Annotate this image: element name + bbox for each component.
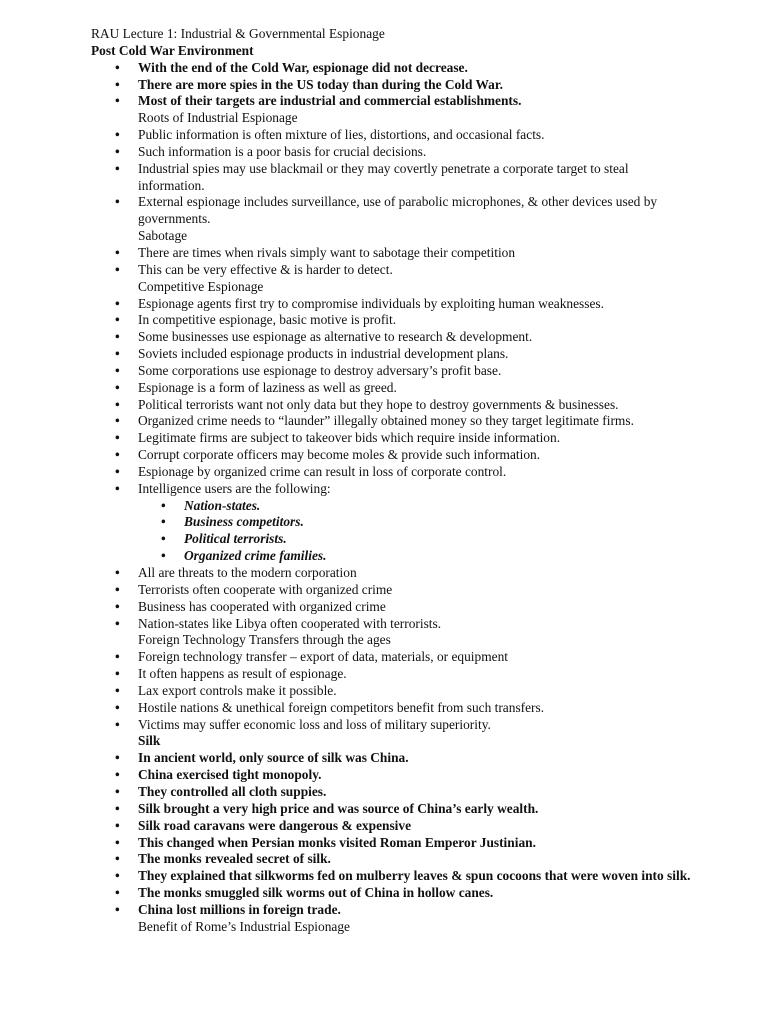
list-item: • Corrupt corporate officers may become moles & provide such information.: [91, 447, 691, 464]
list-item: • Such information is a poor basis for crucial decisions.: [91, 144, 691, 161]
subheading: Silk: [138, 733, 161, 749]
list-item: • China lost millions in foreign trade.: [91, 902, 691, 919]
list-item: • External espionage includes surveillance, use of parabolic microphones, & other devices used by governments.: [91, 194, 698, 228]
section-heading: Post Cold War Environment: [91, 42, 254, 58]
subheading: Foreign Technology Transfers through the ages: [138, 632, 391, 648]
list-item: • Legitimate firms are subject to takeover bids which require inside information.: [91, 430, 691, 447]
list-item: • Business has cooperated with organized crime: [91, 599, 691, 616]
list-item: • This can be very effective & is harder to detect.: [91, 262, 691, 279]
list-item: • This changed when Persian monks visited Roman Emperor Justinian.: [91, 835, 691, 852]
sub-list-item: • Political terrorists.: [91, 531, 691, 548]
list-item: • Some corporations use espionage to destroy adversary’s profit base.: [91, 363, 691, 380]
subheading: Roots of Industrial Espionage: [138, 110, 298, 126]
list-item: • They controlled all cloth suppies.: [91, 784, 691, 801]
sub-list-item: • Business competitors.: [91, 514, 691, 531]
bullet-list: [91, 60, 691, 936]
list-item: • Terrorists often cooperate with organized crime: [91, 582, 691, 599]
list-item: • With the end of the Cold War, espionage did not decrease.: [91, 60, 691, 77]
document-title: RAU Lecture 1: Industrial & Governmental Espionage: [91, 26, 385, 41]
list-item: • Organized crime needs to “launder” illegally obtained money so they target legitimate firms.: [91, 413, 698, 430]
list-item: • Foreign technology transfer – export of data, materials, or equipment: [91, 649, 691, 666]
list-item: • All are threats to the modern corporation: [91, 565, 691, 582]
list-item: • They explained that silkworms fed on mulberry leaves & spun cocoons that were woven into silk.: [91, 868, 698, 885]
list-item: • Espionage is a form of laziness as well as greed.: [91, 380, 691, 397]
list-item: • Espionage by organized crime can result in loss of corporate control.: [91, 464, 691, 481]
list-item: • There are more spies in the US today than during the Cold War.: [91, 77, 691, 94]
sub-list-item: • Organized crime families.: [91, 548, 691, 565]
list-item: • It often happens as result of espionage.: [91, 666, 691, 683]
list-item: • The monks smuggled silk worms out of China in hollow canes.: [91, 885, 691, 902]
list-item: • The monks revealed secret of silk.: [91, 851, 691, 868]
list-item: • Silk brought a very high price and was source of China’s early wealth.: [91, 801, 691, 818]
list-item: • China exercised tight monopoly.: [91, 767, 691, 784]
list-item: • Public information is often mixture of lies, distortions, and occasional facts.: [91, 127, 691, 144]
list-item: • There are times when rivals simply want to sabotage their competition: [91, 245, 691, 262]
list-item: • In competitive espionage, basic motive is profit.: [91, 312, 691, 329]
list-item: • Most of their targets are industrial and commercial establishments.: [91, 93, 691, 110]
list-item: • Intelligence users are the following:: [91, 481, 691, 498]
subheading: Benefit of Rome’s Industrial Espionage: [138, 918, 350, 934]
list-item: • Victims may suffer economic loss and loss of military superiority.: [91, 717, 691, 734]
subheading: Sabotage: [138, 228, 188, 244]
sub-list-item: • Nation-states.: [91, 498, 691, 515]
list-item: • Nation-states like Libya often cooperated with terrorists.: [91, 616, 691, 633]
list-item: • In ancient world, only source of silk was China.: [91, 750, 691, 767]
list-item: • Industrial spies may use blackmail or they may covertly penetrate a corporate target to steal information.: [91, 161, 698, 195]
list-item: • Some businesses use espionage as alternative to research & development.: [91, 329, 691, 346]
list-item: • Espionage agents first try to compromise individuals by exploiting human weaknesses.: [91, 296, 691, 313]
document-page: [91, 26, 691, 936]
list-item: • Soviets included espionage products in industrial development plans.: [91, 346, 691, 363]
list-item: • Political terrorists want not only data but they hope to destroy governments & businesses.: [91, 397, 698, 414]
list-item: • Hostile nations & unethical foreign competitors benefit from such transfers.: [91, 700, 691, 717]
list-item: • Silk road caravans were dangerous & expensive: [91, 818, 691, 835]
list-item: • Lax export controls make it possible.: [91, 683, 691, 700]
subheading: Competitive Espionage: [138, 278, 264, 294]
